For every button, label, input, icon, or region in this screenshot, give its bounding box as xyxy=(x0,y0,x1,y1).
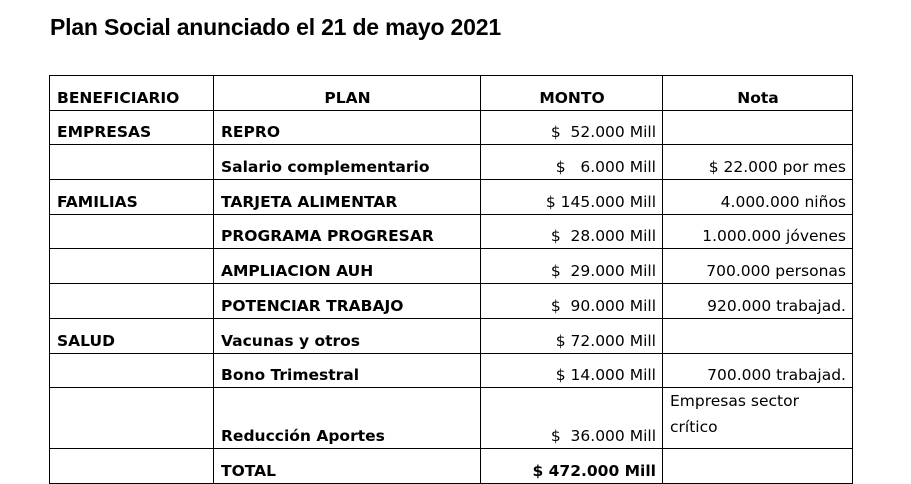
cell-nota: Empresas sector crítico xyxy=(663,388,853,449)
table-row xyxy=(50,180,853,215)
cell-nota: 700.000 personas xyxy=(663,249,853,284)
cell-monto: $ 72.000 Mill xyxy=(481,318,663,353)
cell-plan: Bono Trimestral xyxy=(214,353,481,388)
cell-monto: $ 52.000 Mill xyxy=(481,110,663,145)
header-monto: MONTO xyxy=(481,76,663,111)
table-row xyxy=(50,214,853,249)
cell-beneficiario: FAMILIAS xyxy=(50,180,214,215)
cell-beneficiario xyxy=(50,388,214,449)
cell-nota: 920.000 trabajad. xyxy=(663,284,853,319)
cell-beneficiario xyxy=(50,353,214,388)
header-nota: Nota xyxy=(663,76,853,111)
cell-beneficiario xyxy=(50,214,214,249)
cell-monto: $ 6.000 Mill xyxy=(481,145,663,180)
cell-nota: $ 22.000 por mes xyxy=(663,145,853,180)
cell-plan: POTENCIAR TRABAJO xyxy=(214,284,481,319)
cell-plan: AMPLIACION AUH xyxy=(214,249,481,284)
cell-monto: $ 145.000 Mill xyxy=(481,180,663,215)
total-label: TOTAL xyxy=(214,449,481,484)
total-monto: $ 472.000 Mill xyxy=(481,449,663,484)
cell-monto: $ 28.000 Mill xyxy=(481,214,663,249)
cell-nota: 1.000.000 jóvenes xyxy=(663,214,853,249)
table-row xyxy=(50,249,853,284)
cell-plan: Reducción Aportes xyxy=(214,388,481,449)
cell-plan: PROGRAMA PROGRESAR xyxy=(214,214,481,249)
table-row xyxy=(50,145,853,180)
table-header-row xyxy=(50,76,853,111)
table-row xyxy=(50,353,853,388)
header-plan: PLAN xyxy=(214,76,481,111)
cell-monto: $ 29.000 Mill xyxy=(481,249,663,284)
cell-monto: $ 90.000 Mill xyxy=(481,284,663,319)
table-row xyxy=(50,284,853,319)
table-row xyxy=(50,318,853,353)
table-row xyxy=(50,110,853,145)
cell-plan: Vacunas y otros xyxy=(214,318,481,353)
cell-plan: TARJETA ALIMENTAR xyxy=(214,180,481,215)
plan-social-table xyxy=(49,75,853,484)
cell-beneficiario xyxy=(50,449,214,484)
cell-nota: 4.000.000 niños xyxy=(663,180,853,215)
cell-beneficiario: EMPRESAS xyxy=(50,110,214,145)
cell-beneficiario xyxy=(50,284,214,319)
cell-monto: $ 14.000 Mill xyxy=(481,353,663,388)
cell-monto: $ 36.000 Mill xyxy=(481,388,663,449)
table-row xyxy=(50,388,853,449)
page-title: Plan Social anunciado el 21 de mayo 2021 xyxy=(50,14,501,40)
header-beneficiario: BENEFICIARIO xyxy=(50,76,214,111)
cell-plan: Salario complementario xyxy=(214,145,481,180)
cell-nota xyxy=(663,449,853,484)
cell-nota xyxy=(663,318,853,353)
table-total-row xyxy=(50,449,853,484)
cell-beneficiario: SALUD xyxy=(50,318,214,353)
cell-nota: 700.000 trabajad. xyxy=(663,353,853,388)
cell-plan: REPRO xyxy=(214,110,481,145)
cell-beneficiario xyxy=(50,145,214,180)
cell-nota xyxy=(663,110,853,145)
cell-beneficiario xyxy=(50,249,214,284)
